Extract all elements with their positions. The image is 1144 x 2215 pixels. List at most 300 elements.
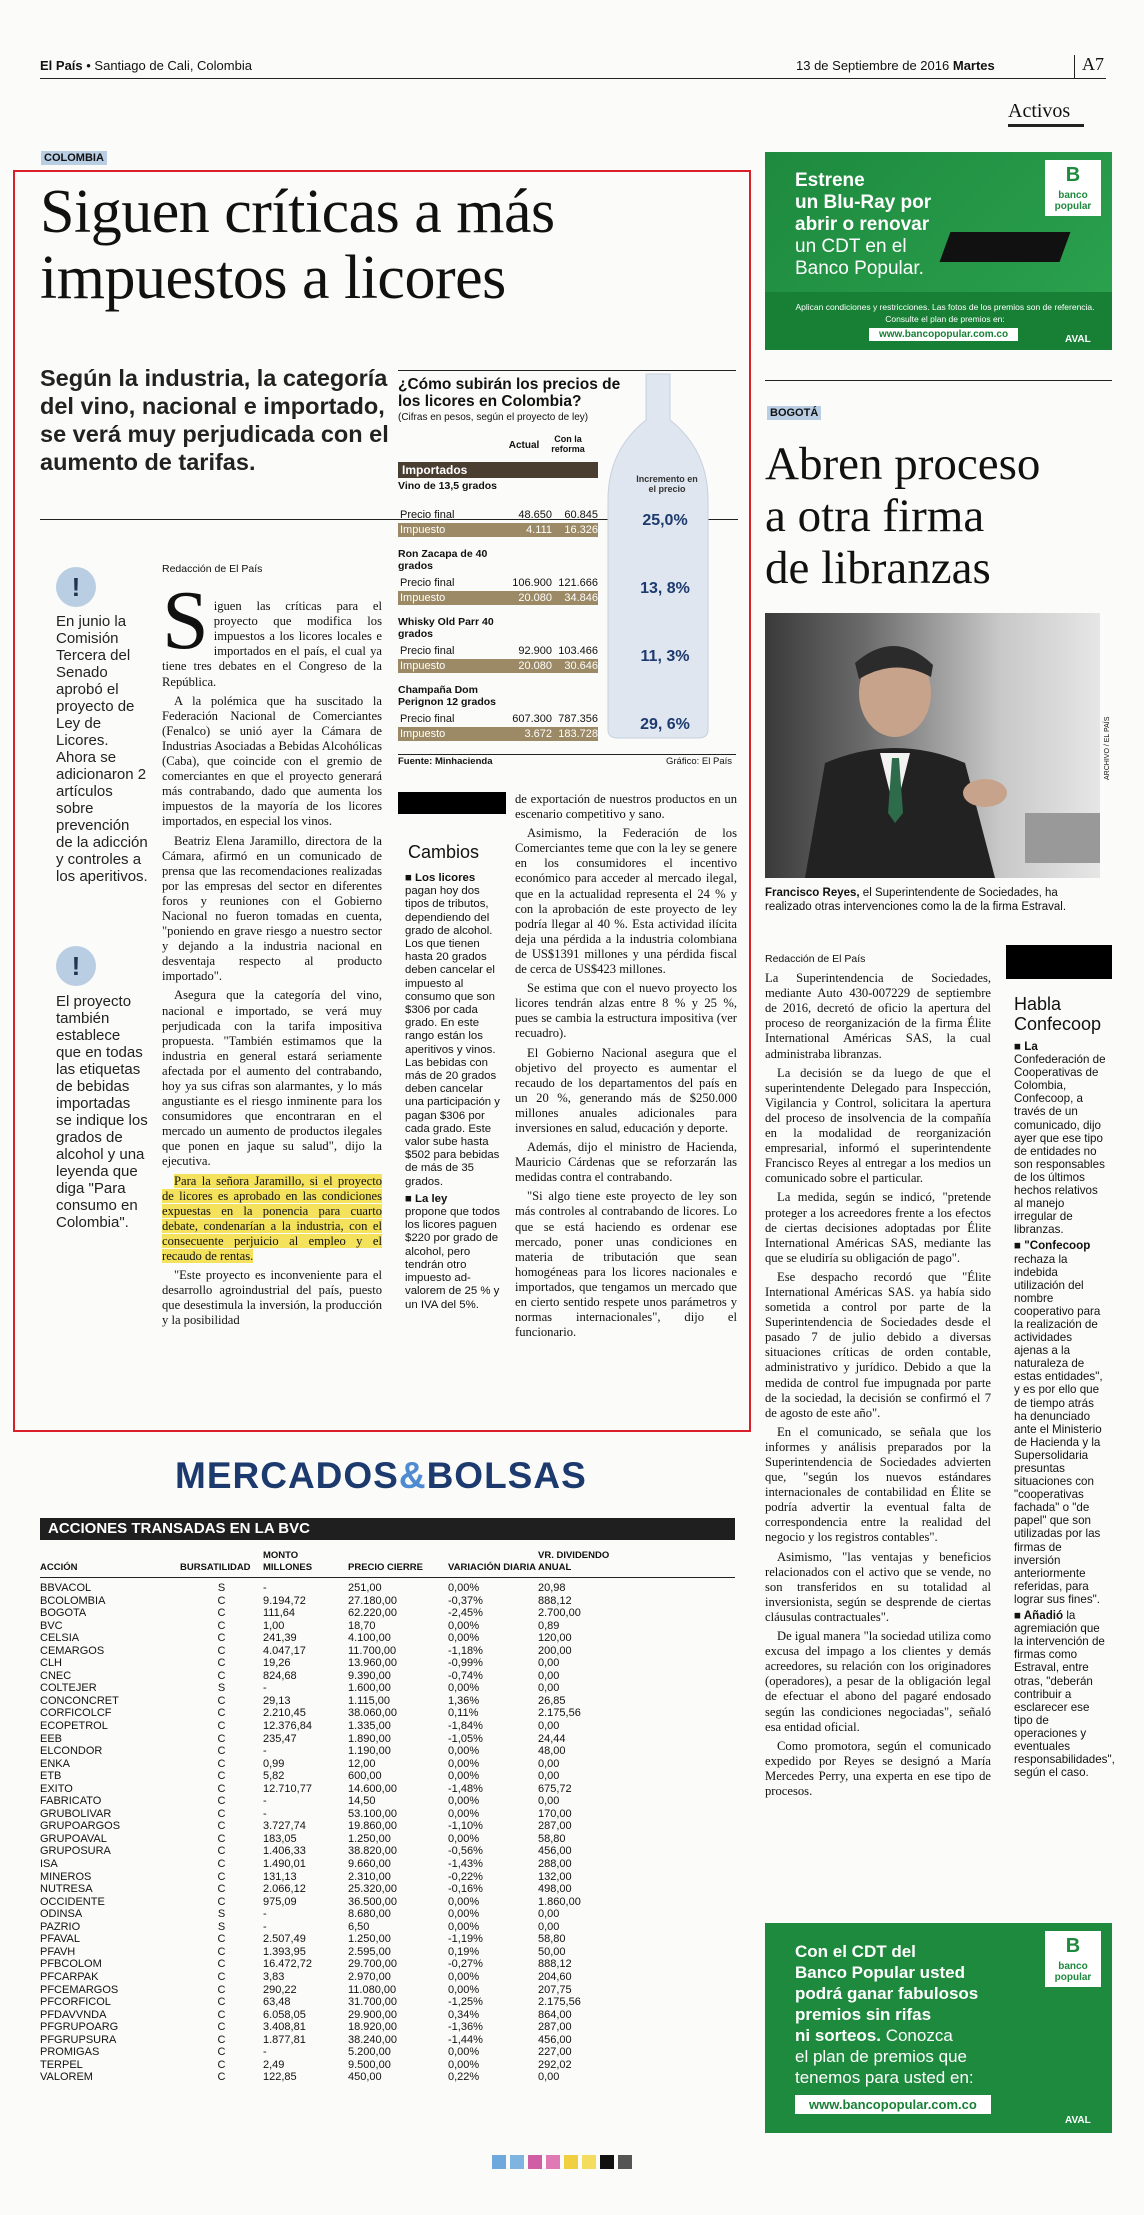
- table-cell: 29.900,00: [348, 2008, 397, 2021]
- cambios-bullet-text: propone que todos los licores paguen $220 por grado de alcohol, pero tendrán otro impuesto ad-valorem de 25 % y un IVA del 5%.: [405, 1206, 501, 1311]
- table-cell: C: [217, 1619, 226, 1632]
- table-cell: 9.660,00: [348, 1858, 391, 1871]
- increase-percent: 29, 6%: [640, 716, 690, 733]
- table-cell: 450,00: [348, 2071, 382, 2084]
- table-row: [40, 1921, 735, 1934]
- cambios-bullet-title: ■ Los licores: [405, 872, 476, 884]
- confecoop-title: Habla Confecoop: [1014, 994, 1102, 1034]
- confecoop-text: Confederación de Cooperativas de Colombia, Confecoop, a través de un comunicado, dijo ayer que ese tipo de entidades no son responsables de los últimos hechos relativos al manejo irregular de libranzas.: [1014, 1053, 1106, 1237]
- tax-row: Impuesto 3.672 183.728: [400, 728, 598, 740]
- section-label: Activos: [1008, 100, 1071, 122]
- table-cell: 132,00: [538, 1870, 572, 1883]
- table-cell: C: [217, 2058, 226, 2071]
- ad2-line: premios sin rifas: [795, 2005, 932, 2024]
- table-cell: 1.877,81: [263, 2033, 306, 2046]
- table-row: [40, 1770, 735, 1783]
- table-cell: 2.210,45: [263, 1707, 306, 1720]
- table-cell: -: [263, 1682, 267, 1695]
- graphic-title: ¿Cómo subirán los precios de los licores en Colombia?: [398, 376, 621, 410]
- table-cell: 3.408,81: [263, 2021, 306, 2034]
- second-article-rule: [765, 380, 1112, 381]
- table-cell: 122,85: [263, 2071, 297, 2084]
- ad1-line: Banco Popular.: [795, 258, 924, 279]
- table-cell: 0,00: [538, 1720, 560, 1733]
- table-cell: 9.194,72: [263, 1594, 306, 1607]
- table-cell: 2.700,00: [538, 1607, 581, 1620]
- table-cell: C: [217, 1782, 226, 1795]
- table-cell: 4.047,17: [263, 1644, 306, 1657]
- table-cell: 111,64: [263, 1607, 296, 1620]
- table-cell: C: [217, 1632, 226, 1645]
- table-cell: -1,25%: [448, 1996, 483, 2009]
- paragraph: A la polémica que ha suscitado la Federación Nacional de Comerciantes (Fenalco) se unió ayer la Cámara de Industrias Asociadas a Bebidas Alcohólicas (Caba), que coincide con el gremio de comerciantes en que el proyecto generará más contrabando, dado que aumenta los impuestos de la mayoría de los licores importados, en especial los vinos.: [162, 693, 382, 829]
- table-cell: 0,00: [538, 1657, 560, 1670]
- table-cell: ETB: [40, 1770, 62, 1783]
- paper-name: El País: [40, 58, 83, 73]
- table-cell: -1,36%: [448, 2021, 483, 2034]
- price-row: Precio final 48.650 60.845: [400, 509, 598, 521]
- table-cell: -: [263, 1807, 267, 1820]
- table-cell: -1,44%: [448, 2033, 483, 2046]
- table-cell: -1,84%: [448, 1720, 483, 1733]
- table-cell: 0,00%: [448, 1619, 480, 1632]
- kicker-bogota: BOGOTÁ: [767, 406, 821, 420]
- table-cell: 0,00: [538, 1682, 560, 1695]
- photo-francisco-reyes: [765, 613, 1100, 878]
- paragraph: Asimismo, "las ventajas y beneficios relacionados con el activo que se vende, no son transferidos en su totalidad al inversionista, según se desprende de ciertas cláusulas contractuales".: [765, 1549, 991, 1624]
- ad-banco-popular-2[interactable]: Con el CDT del Banco Popular usted podrá ganar fabulosos premios sin rifas ni sorteos. Conozca el plan de premios que tenemos para usted en: B banco popular www.bancopopular.com.co AVAL: [765, 1923, 1112, 2133]
- price-actual: 92.900: [518, 645, 552, 657]
- table-row: [40, 1845, 735, 1858]
- table-cell: 824,68: [263, 1669, 297, 1682]
- headline-line2: impuestos a licores: [40, 244, 506, 312]
- ad2-line: Banco Popular usted: [795, 1963, 966, 1982]
- table-cell: 8.680,00: [348, 1908, 391, 1921]
- table-cell: 9.500,00: [348, 2058, 391, 2071]
- table-body: [40, 1582, 735, 2084]
- table-cell: 18,70: [348, 1619, 376, 1632]
- table-cell: 251,00: [348, 1582, 382, 1594]
- header-weekday: Martes: [952, 58, 995, 73]
- second-headline: [765, 438, 1040, 594]
- header-left: [40, 58, 252, 73]
- table-cell: ISA: [40, 1858, 58, 1871]
- cambios-box: [405, 872, 501, 1312]
- table-cell: CEMARGOS: [40, 1644, 105, 1657]
- table-row: [40, 1984, 735, 1997]
- ad1-line: Estrene: [795, 170, 865, 191]
- table-cell: 27.180,00: [348, 1594, 397, 1607]
- header-date-block: [796, 58, 995, 73]
- table-cell: 0,34%: [448, 2008, 480, 2021]
- table-cell: 292,02: [538, 2058, 572, 2071]
- table-row: [40, 1657, 735, 1670]
- table-cell: C: [217, 1858, 226, 1871]
- table-cell: 0,22%: [448, 2071, 480, 2084]
- table-cell: 0,00%: [448, 1757, 480, 1770]
- table-cell: 0,00%: [448, 2046, 480, 2059]
- table-cell: 50,00: [538, 1945, 566, 1958]
- table-row: [40, 1883, 735, 1896]
- bluray-player-image: [940, 232, 1071, 262]
- table-row: [40, 2021, 735, 2034]
- paragraph: El Gobierno Nacional asegura que el objetivo del proyecto es aumentar el recaudo de los departamentos del país en un 20 %, generando más de $250.000 millones anuales adicionales para inversiones en salud, educación y deporte.: [515, 1045, 737, 1135]
- table-cell: 1.890,00: [348, 1732, 391, 1745]
- table-cell: -1,18%: [448, 1644, 483, 1657]
- table-cell: 6,50: [348, 1920, 370, 1933]
- side-quote-1: En junio la Comisión Tercera del Senado aprobó el proyecto de Ley de Licores. Ahora se adicionaron 2 artículos sobre prevención de la adicción y controles a los aperitivos.: [56, 613, 148, 885]
- table-cell: 3,83: [263, 1970, 285, 1983]
- table-cell: 1.115,00: [348, 1694, 391, 1707]
- graphic-credit: Gráfico: El País: [666, 756, 732, 767]
- col-reforma: Con la reforma: [551, 434, 585, 454]
- table-cell: 14,50: [348, 1795, 376, 1808]
- table-cell: PFCORFICOL: [40, 1996, 111, 2009]
- table-cell: C: [217, 1770, 226, 1783]
- table-cell: PFCEMARGOS: [40, 1983, 119, 1996]
- table-cell: 2.595,00: [348, 1945, 391, 1958]
- price-reforma: 103.466: [558, 645, 598, 657]
- table-cell: 287,00: [538, 2021, 572, 2034]
- table-cell: 1.600,00: [348, 1682, 391, 1695]
- photo-caption: Francisco Reyes, el Superintendente de Sociedades, ha realizado otras intervenciones como la de la firma Estraval.: [765, 887, 1067, 913]
- table-row: [40, 1758, 735, 1771]
- table-cell: 456,00: [538, 2033, 572, 2046]
- table-cell: C: [217, 1720, 226, 1733]
- liquor-name: Whisky Old Parr 40 grados: [398, 616, 494, 640]
- table-cell: 14.600,00: [348, 1782, 397, 1795]
- table-cell: C: [217, 1958, 226, 1971]
- table-cell: 0,00: [538, 1757, 560, 1770]
- table-cell: 24,44: [538, 1732, 566, 1745]
- table-cell: ENKA: [40, 1757, 70, 1770]
- table-cell: 0,00%: [448, 1682, 480, 1695]
- table-row: [40, 2071, 735, 2084]
- tax-actual: 3.672: [524, 728, 552, 740]
- increase-percent: 13, 8%: [640, 580, 690, 597]
- paragraph: La decisión se da luego de que el superintendente Delegado para Inspección, Vigilancia y Control, solicitara la apertura del proceso de insolvencia de la compañía en la modalidad de reorganización empresarial, informó el superintendente Francisco Reyes al entregar a los medios un comunicado sobre el particular.: [765, 1065, 991, 1186]
- table-cell: 2.507,49: [263, 1933, 306, 1946]
- lead-paragraph: iguen las críticas para el proyecto que modifica los impuestos a los licores locales e importados en el país, el cual ya tiene tres debates en el Congreso de la República.: [162, 599, 382, 689]
- price-reforma: 787.356: [558, 713, 598, 725]
- table-cell: 9.390,00: [348, 1669, 391, 1682]
- table-cell: ECOPETROL: [40, 1720, 108, 1733]
- ad2-line: Con el CDT del: [795, 1942, 916, 1961]
- table-cell: C: [217, 2021, 226, 2034]
- table-row: [40, 1958, 735, 1971]
- table-row: [40, 1682, 735, 1695]
- bottle-illustration: [598, 370, 718, 740]
- table-cell: TERPEL: [40, 2058, 83, 2071]
- liquor-name: Vino de 13,5 grados: [398, 480, 498, 492]
- table-cell: 38.240,00: [348, 2033, 397, 2046]
- table-cell: -1,05%: [448, 1732, 483, 1745]
- table-row: [40, 1607, 735, 1620]
- table-cell: 456,00: [538, 1845, 572, 1858]
- paragraph: En el comunicado, se señala que los informes y análisis preparados por la Superintendencia de Sociedades advierten que, "según los nuevos estándares internacionales de contabilidad en Élite se podría advertir la eventual falta de correspondencia entre la realidad del negocio y los registros contables".: [765, 1424, 991, 1545]
- table-cell: COLTEJER: [40, 1682, 97, 1695]
- paragraph: Asegura que la categoría del vino, nacional e importado, se verá muy perjudicada con la tarifa impositiva propuesta. "También estimamos que la industria en general estará seriamente afectada por el aumento del contrabando, hoy ya sus cifras son alarmantes, y lo más angustiante es el riesgo inminente para los consumidores que encontraran en el mercado un aumento de productos ilegales que ponen en jaque su salud", dijo la ejecutiva.: [162, 988, 382, 1169]
- kicker: COLOMBIA: [41, 151, 107, 165]
- table-cell: CONCONCRET: [40, 1694, 119, 1707]
- table-cell: -0,27%: [448, 1958, 483, 1971]
- confecoop-black-tab: [1006, 945, 1112, 979]
- confecoop-box: ■ La Confederación de Cooperativas de Colombia, Confecoop, a través de un comunicado, dijo ayer que ese tipo de entidades no son responsables de los últimos hechos relativos al manejo irregular de libranzas. ■ "Confecoop rechaza la indebida utilización del nombre cooperativo para la realización de actividades ajenas a la naturaleza de estas entidades", y es por ello que de tiempo atrás ha denunciado ante el Ministerio de Hacienda y la Supersolidaria presuntas situaciones con "cooperativas fachada" o "de papel" que son utilizadas por las firmas de inversión anteriormente referidas, para lograr sus fines". ■ Añadió la agremiación que la intervención de firmas como Estraval, entre otras, "deberán contribuir a esclarecer ese tipo de operaciones y eventuales responsabilidades", según el caso.: [1014, 1040, 1115, 1780]
- price-reforma: 60.845: [564, 509, 598, 521]
- table-cell: C: [217, 2033, 226, 2046]
- table-cell: -0,74%: [448, 1669, 483, 1682]
- table-cell: 0,00%: [448, 2058, 480, 2071]
- headline-line: Abren proceso: [765, 438, 1041, 490]
- table-cell: 1.335,00: [348, 1720, 391, 1733]
- table-row: [40, 1745, 735, 1758]
- table-cell: C: [217, 1657, 226, 1670]
- table-cell: -0,56%: [448, 1845, 483, 1858]
- table-cell: 0,89: [538, 1619, 560, 1632]
- table-cell: 38.060,00: [348, 1707, 397, 1720]
- table-cell: VALOREM: [40, 2071, 93, 2084]
- table-cell: EXITO: [40, 1782, 73, 1795]
- table-cell: GRUBOLIVAR: [40, 1807, 112, 1820]
- table-row: [40, 1795, 735, 1808]
- page-number: A7: [1082, 54, 1104, 74]
- table-cell: 287,00: [538, 1820, 572, 1833]
- table-cell: -: [263, 2046, 267, 2059]
- table-cell: PROMIGAS: [40, 2046, 100, 2059]
- table-cell: 0,00: [538, 1920, 560, 1933]
- increase-percent: 11, 3%: [640, 648, 690, 665]
- table-cell: -: [263, 1795, 267, 1808]
- headline-line1: Siguen críticas a más: [40, 178, 555, 246]
- header-cell: MONTO MILLONES: [263, 1550, 313, 1573]
- table-cell: 1.490,01: [263, 1858, 306, 1871]
- table-cell: S: [217, 1920, 226, 1933]
- table-cell: 0,00: [538, 1795, 560, 1808]
- table-cell: 0,00%: [448, 1807, 480, 1820]
- table-cell: 0,00: [538, 1770, 560, 1783]
- table-cell: 4.100,00: [348, 1632, 391, 1645]
- table-cell: 0,00%: [448, 1983, 480, 1996]
- table-cell: S: [217, 1908, 226, 1921]
- table-cell: 0,00: [538, 2071, 560, 2084]
- table-cell: 19,26: [263, 1657, 291, 1670]
- ad1-line: un CDT en el: [795, 236, 907, 257]
- table-header-rule: [40, 1577, 735, 1578]
- table-cell: MINEROS: [40, 1870, 92, 1883]
- tax-reforma: 183.728: [558, 728, 598, 740]
- table-cell: 600,00: [348, 1770, 382, 1783]
- table-cell: 675,72: [538, 1782, 572, 1795]
- table-cell: 3.727,74: [263, 1820, 306, 1833]
- ad1-url[interactable]: www.bancopopular.com.co: [869, 328, 1018, 341]
- section-rule: [1008, 124, 1084, 127]
- header-cell: ACCIÓN: [40, 1562, 78, 1573]
- paragraph: Ese despacho recordó que "Élite International Américas SAS. ya había sido sometida a control por parte de la Superintendencia de Sociedades desde el pasado 7 de julio debido a diversas situaciones críticas de orden contable, administrativo y jurídico. Debido a que la medida de control fue impugnada por parte de la sociedad, la decisión se confirmó el 7 de agosto de este año".: [765, 1269, 991, 1420]
- price-row: Precio final 92.900 103.466: [400, 645, 598, 657]
- graphic-source: Fuente: Minhacienda: [398, 756, 493, 767]
- cambios-bullet-title: ■ La ley: [405, 1192, 448, 1205]
- tax-actual: 20.080: [518, 592, 552, 604]
- table-row: [40, 1783, 735, 1796]
- table-cell: S: [217, 1582, 226, 1594]
- table-row: [40, 2059, 735, 2072]
- drop-cap: S: [162, 574, 209, 668]
- table-row: [40, 1896, 735, 1909]
- price-row: Precio final 607.300 787.356: [400, 713, 598, 725]
- table-row: [40, 1908, 735, 1921]
- byline: Redacción de El País: [162, 563, 263, 575]
- table-cell: BOGOTA: [40, 1607, 87, 1620]
- ad1-fine-print: Aplican condiciones y restricciones. Las fotos de los premios son de referencia.: [795, 302, 1095, 312]
- mercados-bolsas-logo: MERCADOS&BOLSAS: [175, 1455, 587, 1496]
- graphic-section-bar: Importados: [398, 462, 598, 478]
- price-reforma: 121.666: [558, 577, 598, 589]
- side-quote-2: El proyecto también establece que en todas las etiquetas de bebidas importadas se indique los grados de alcohol y una leyenda que diga "Para consumo en Colombia".: [56, 993, 148, 1231]
- table-row: [40, 1933, 735, 1946]
- table-cell: 0,00%: [448, 1770, 480, 1783]
- table-cell: 20,98: [538, 1582, 566, 1594]
- table-cell: 5.200,00: [348, 2046, 391, 2059]
- table-cell: ODINSA: [40, 1908, 83, 1921]
- table-cell: 0,00%: [448, 1920, 480, 1933]
- table-row: [40, 1946, 735, 1959]
- tax-reforma: 30.646: [564, 660, 598, 672]
- table-cell: 183,05: [263, 1832, 297, 1845]
- table-cell: C: [217, 1832, 226, 1845]
- table-cell: 0,00%: [448, 1745, 480, 1758]
- table-cell: 1,36%: [448, 1694, 480, 1707]
- headline: [40, 179, 555, 311]
- header-cell: VR. DIVIDENDO ANUAL: [538, 1550, 610, 1573]
- deck: Según la industria, la categoría del vino, nacional e importado, se verá muy perjudicada con el aumento de tarifas.: [40, 365, 389, 475]
- table-cell: C: [217, 1845, 226, 1858]
- table-cell: -0,16%: [448, 1883, 483, 1896]
- table-cell: 288,00: [538, 1858, 572, 1871]
- table-row: [40, 1733, 735, 1746]
- table-cell: 2.175,56: [538, 1996, 581, 2009]
- table-cell: C: [217, 1644, 226, 1657]
- table-cell: GRUPOSURA: [40, 1845, 111, 1858]
- table-cell: -1,10%: [448, 1820, 483, 1833]
- price-actual: 607.300: [512, 713, 552, 725]
- table-row: [40, 1833, 735, 1846]
- table-cell: -1,19%: [448, 1933, 483, 1946]
- table-cell: 12.710,77: [263, 1782, 312, 1795]
- table-row: [40, 1720, 735, 1733]
- table-cell: 0,00: [538, 1669, 560, 1682]
- highlighted-paragraph: Para la señora Jaramillo, si el proyecto de licores es aprobado en las condiciones expuestas en la ponencia para cuarto debate, condenarían a la industria, con el consecuente perjuicio al empleo y el recaudo de rentas.: [162, 1173, 382, 1264]
- table-cell: -0,99%: [448, 1657, 483, 1670]
- table-row: [40, 2034, 735, 2047]
- table-cell: 0,19%: [448, 1945, 480, 1958]
- increase-percent: 25,0%: [642, 512, 688, 529]
- table-cell: -: [263, 1582, 267, 1594]
- table-cell: C: [217, 1669, 226, 1682]
- paragraph: de exportación de nuestros productos en un escenario competitivo y sano.: [515, 792, 737, 822]
- header-location: • Santiago de Cali, Colombia: [82, 58, 252, 73]
- ad-banco-popular-1[interactable]: [765, 152, 1112, 350]
- headline-line: de libranzas: [765, 542, 991, 594]
- table-cell: C: [217, 1820, 226, 1833]
- table-cell: 11.700,00: [348, 1644, 397, 1657]
- exclamation-icon: !: [56, 567, 96, 607]
- table-cell: 29.700,00: [348, 1958, 397, 1971]
- ad2-line: tenemos para usted en:: [795, 2068, 974, 2087]
- table-cell: EEB: [40, 1732, 63, 1745]
- table-cell: 0,00%: [448, 1970, 480, 1983]
- ad1-line: abrir o renovar: [795, 214, 930, 235]
- cambios-black-tab: [398, 792, 506, 814]
- byline: Redacción de El País: [765, 953, 866, 965]
- table-cell: 1.250,00: [348, 1832, 391, 1845]
- table-cell: 1.393,95: [263, 1945, 306, 1958]
- tax-row: Impuesto 20.080 30.646: [400, 660, 598, 672]
- cambios-bullet-text: pagan hoy dos tipos de tributos, dependiendo del grado de alcohol. Los que tienen hasta 20 grados deben cancelar el impuesto al consumo que son $306 por cada grado. En este rango están los aperitivos y vinos. Las bebidas con más de 20 grados deben cancelar una participación y pagan $306 por cada grado. Este valor sube hasta $502 para bebidas de más de 35 grados.: [405, 885, 500, 1188]
- ad2-url[interactable]: www.bancopopular.com.co: [795, 2095, 991, 2114]
- table-cell: 170,00: [538, 1807, 572, 1820]
- table-row: [40, 1620, 735, 1633]
- table-cell: 62.220,00: [348, 1607, 397, 1620]
- table-cell: PFGRUPOARG: [40, 2021, 119, 2034]
- photo-credit: ARCHIVO / EL PAÍS: [1104, 716, 1111, 780]
- header-divider: [1074, 55, 1075, 79]
- table-cell: 38.820,00: [348, 1845, 397, 1858]
- table-cell: 2,49: [263, 2058, 285, 2071]
- table-row: [40, 1971, 735, 1984]
- second-article-body: [765, 952, 991, 1803]
- table-cell: C: [217, 1807, 226, 1820]
- table-cell: PFCARPAK: [40, 1970, 99, 1983]
- table-cell: 2.310,00: [348, 1870, 391, 1883]
- table-row: [40, 2046, 735, 2059]
- table-cell: 0,00%: [448, 1582, 480, 1594]
- table-cell: 0,00%: [448, 1795, 480, 1808]
- table-cell: 0,99: [263, 1757, 285, 1770]
- table-row: [40, 1858, 735, 1871]
- table-cell: 200,00: [538, 1644, 572, 1657]
- tax-actual: 4.111: [526, 524, 552, 536]
- paragraph: Además, dijo el ministro de Hacienda, Mauricio Cárdenas que se reforzarán las medidas contra el contrabando.: [515, 1140, 737, 1185]
- table-row: [40, 1670, 735, 1683]
- table-cell: 0,00%: [448, 1832, 480, 1845]
- table-cell: OCCIDENTE: [40, 1895, 105, 1908]
- table-cell: C: [217, 1745, 226, 1758]
- table-row: [40, 1996, 735, 2009]
- table-cell: 888,12: [538, 1594, 572, 1607]
- table-row: [40, 1695, 735, 1708]
- table-cell: 16.472,72: [263, 1958, 312, 1971]
- paragraph: La medida, según se indicó, "pretende proteger a los acreedores frente a los efectos de ciertas decisiones adoptadas por Élite International Américas SAS, mediante las que se eludiría su obligación de pago".: [765, 1190, 991, 1265]
- table-cell: 0,11%: [448, 1707, 479, 1720]
- paragraph: De igual manera "la sociedad utiliza como excusa del impago a los clientes y demás acreedores, su relación con los originadores (operadores), a pesar de la obligación legal de efectuar el abono del pagaré endosado según las condiciones negociadas", señaló esa entidad oficial.: [765, 1629, 991, 1734]
- table-header: [40, 1548, 735, 1574]
- aval-logo: AVAL: [1065, 2115, 1091, 2126]
- header-cell: BURSATILIDAD: [180, 1562, 251, 1573]
- exclamation-icon: !: [56, 946, 96, 986]
- table-cell: 29,13: [263, 1694, 291, 1707]
- paragraph: La Superintendencia de Sociedades, mediante Auto 430-007229 de septiembre de 2016, decretó de oficio la apertura del proceso de reorganización de la firma Élite International Américas SAS, la cual administraba libranzas.: [765, 971, 991, 1061]
- table-cell: 19.860,00: [348, 1820, 397, 1833]
- confecoop-text: rechaza la indebida utilización del nombre cooperativo para la realización de actividades ajenas a la naturaleza de estas entidades", y es por ello que de tiempo atrás ha denunciado ante el Ministerio de Hacienda y la Supersolidaria presuntas situaciones con "cooperativas fachada" o "de papel" que son utilizadas por las firmas de inversión anteriormente referidas, para lograr sus fines".: [1014, 1252, 1103, 1606]
- table-cell: S: [217, 1682, 226, 1695]
- table-cell: GRUPOAVAL: [40, 1832, 107, 1845]
- table-cell: 1.250,00: [348, 1933, 391, 1946]
- table-cell: 0,00%: [448, 1895, 480, 1908]
- table-cell: C: [217, 1983, 226, 1996]
- tax-row: Impuesto 4.111 16.326: [400, 524, 598, 536]
- table-cell: PFGRUPSURA: [40, 2033, 117, 2046]
- table-cell: 12.376,84: [263, 1720, 312, 1733]
